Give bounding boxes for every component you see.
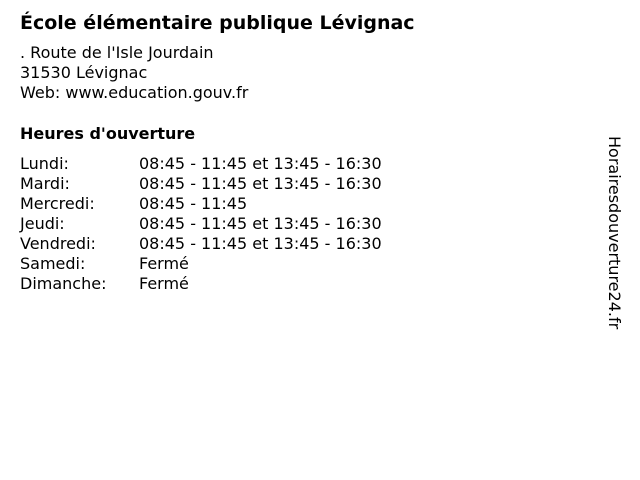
- hours-row-saturday: [20, 254, 382, 274]
- hours-day: Vendredi:: [20, 234, 96, 253]
- address-block: [20, 43, 248, 103]
- hours-time: Fermé: [139, 274, 189, 293]
- hours-time: 08:45 - 11:45: [139, 194, 248, 213]
- hours-row-monday: [20, 154, 382, 174]
- hours-day: Mardi:: [20, 174, 70, 193]
- hours-day: Dimanche:: [20, 274, 107, 293]
- hours-heading: Heures d'ouverture: [20, 124, 196, 143]
- hours-table: [20, 154, 382, 294]
- hours-day: Jeudi:: [20, 214, 65, 233]
- address-city: 31530 Lévignac: [20, 63, 148, 82]
- hours-row-tuesday: [20, 174, 382, 194]
- hours-time: 08:45 - 11:45 et 13:45 - 16:30: [139, 214, 382, 233]
- hours-time: 08:45 - 11:45 et 13:45 - 16:30: [139, 174, 382, 193]
- page-title: École élémentaire publique Lévignac: [20, 12, 415, 34]
- site-watermark: Horairesdouverture24.fr: [605, 136, 624, 330]
- hours-day: Samedi:: [20, 254, 86, 273]
- address-web: Web: www.education.gouv.fr: [20, 83, 249, 102]
- address-street: . Route de l'Isle Jourdain: [20, 43, 214, 62]
- hours-row-wednesday: [20, 194, 382, 214]
- hours-day: Lundi:: [20, 154, 69, 173]
- hours-day: Mercredi:: [20, 194, 95, 213]
- hours-row-friday: [20, 234, 382, 254]
- hours-time: 08:45 - 11:45 et 13:45 - 16:30: [139, 234, 382, 253]
- hours-time: 08:45 - 11:45 et 13:45 - 16:30: [139, 154, 382, 173]
- hours-row-thursday: [20, 214, 382, 234]
- hours-row-sunday: [20, 274, 382, 294]
- hours-time: Fermé: [139, 254, 189, 273]
